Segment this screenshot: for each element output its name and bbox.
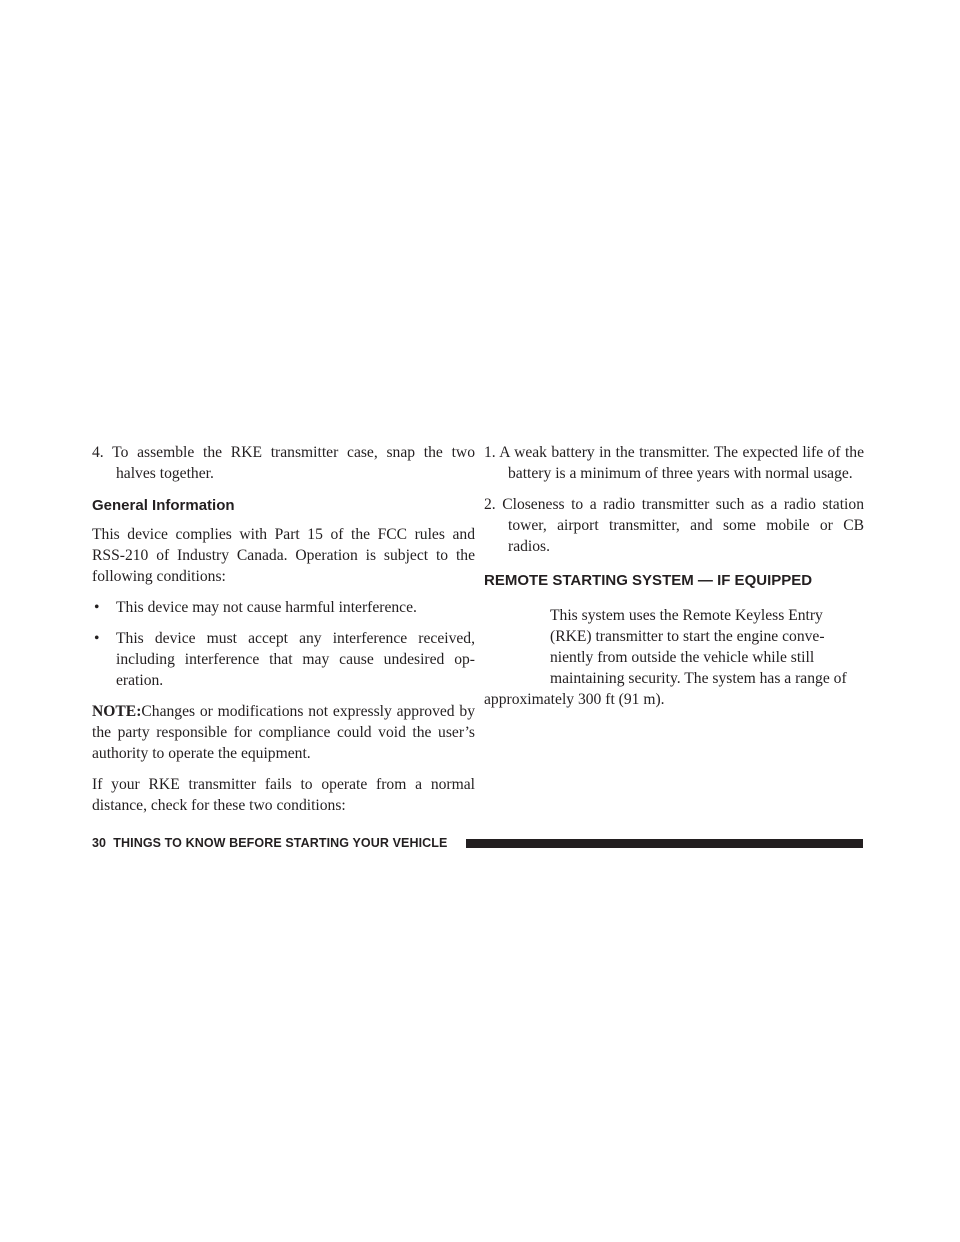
step-4: 4. To assemble the RKE transmitter case, snap the two halves together. <box>92 444 475 482</box>
bullet-item <box>92 597 475 618</box>
section-title: THINGS TO KNOW BEFORE STARTING YOUR VEHICLE <box>113 836 448 850</box>
bullet-item <box>92 628 475 691</box>
remote-line: maintaining security. The system has a range of <box>550 670 847 687</box>
fail-paragraph: If your RKE transmitter fails to operate from a normal distance, check for these two conditions: <box>92 776 475 814</box>
heading-general-information: General Information <box>92 497 235 514</box>
remote-line: This system uses the Remote Keyless Entry <box>550 607 823 624</box>
fcc-paragraph: This device complies with Part 15 of the FCC rules and RSS-210 of Industry Canada. Operation is subject to the following conditions: <box>92 526 475 585</box>
bullet-icon: • <box>94 630 100 647</box>
left-column <box>92 442 475 826</box>
header-rule <box>466 839 863 848</box>
running-header-text <box>92 836 447 850</box>
bullet-text: This device may not cause harmful interference. <box>116 599 417 616</box>
remote-line: niently from outside the vehicle while still <box>550 649 815 666</box>
note-text: Changes or modifications not expressly approved by the party responsible for compliance could void the user’s authority to operate the equipment. <box>92 703 475 762</box>
condition-1: 1. A weak battery in the transmitter. The expected life of the battery is a minimum of three years with normal usage. <box>484 444 864 482</box>
right-column <box>484 442 864 710</box>
bullet-text: This device must accept any interference received, including interference that may cause undesired op-eration. <box>116 630 475 689</box>
remote-start-paragraph <box>484 605 864 710</box>
note-paragraph <box>92 701 475 764</box>
bullet-icon: • <box>94 599 100 616</box>
page-number: 30 <box>92 836 107 850</box>
note-label: NOTE: <box>92 703 142 720</box>
heading-remote-starting: REMOTE STARTING SYSTEM — IF EQUIPPED <box>484 572 813 589</box>
condition-2: 2. Closeness to a radio transmitter such as a radio station tower, airport transmitter, and some mobile or CB radios. <box>484 496 864 555</box>
remote-line-last: approximately 300 ft (91 m). <box>484 691 665 708</box>
remote-line: (RKE) transmitter to start the engine conve- <box>550 628 825 645</box>
